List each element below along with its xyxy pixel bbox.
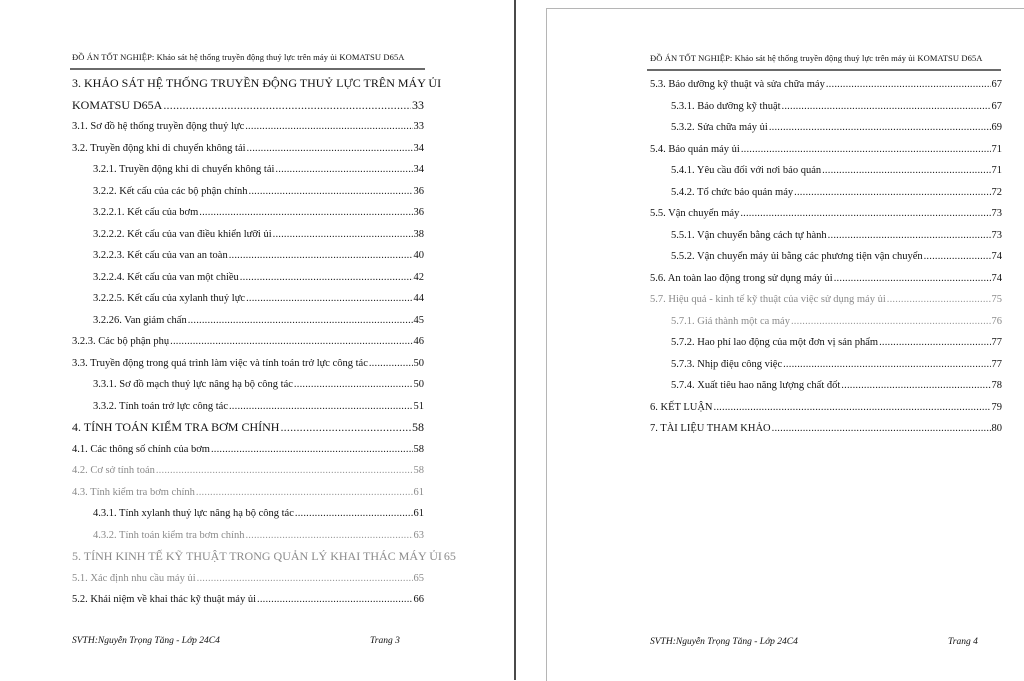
toc-entry-title: 7. TÀI LIỆU THAM KHẢO — [650, 423, 771, 434]
toc-entry-title: 5.7.4. Xuất tiêu hao năng lượng chất đốt — [671, 380, 841, 391]
toc-entry — [650, 225, 1002, 247]
toc-dot-leader — [879, 332, 990, 354]
toc-dot-leader — [229, 245, 413, 267]
toc-entry — [72, 116, 424, 138]
toc-entry-title: 3.2.3. Các bộ phận phụ — [72, 336, 170, 347]
toc-entry-page: 74 — [991, 272, 1002, 284]
toc-dot-leader — [240, 267, 413, 289]
toc-entry-title: 5. TÍNH KINH TẾ KỸ THUẬT TRONG QUẢN LÝ KHAI THÁC MÁY ỦI — [72, 549, 442, 563]
toc-entry-page: 73 — [991, 208, 1002, 219]
toc-entry — [72, 159, 424, 181]
toc-entry — [72, 245, 424, 267]
toc-entry-title: 3.3.1. Sơ đồ mạch thuỷ lực nâng hạ bộ công tác — [93, 379, 293, 390]
toc-entry-title: 5.7. Hiệu quả - kinh tế kỹ thuật của việc sử dụng máy ủi — [650, 294, 886, 305]
toc-entry-title: 3.2.1. Truyền động khi di chuyển không tải — [93, 164, 275, 175]
toc-dot-leader — [170, 331, 412, 353]
toc-entry-page: 36 — [413, 207, 424, 218]
toc-entry-page: 58 — [412, 420, 424, 434]
toc-entry — [72, 374, 424, 396]
toc-entry — [650, 246, 1002, 268]
page-separator — [514, 0, 548, 680]
page-footer-author: SVTH:Nguyễn Trọng Tăng - Lớp 24C4 — [72, 636, 220, 646]
toc-entry — [650, 332, 1002, 354]
toc-entry — [72, 73, 442, 95]
toc-entry-page: 72 — [991, 186, 1002, 198]
toc-entry-page: 71 — [991, 165, 1002, 176]
toc-entry — [72, 267, 424, 289]
toc-entry — [72, 353, 424, 375]
toc-entry — [650, 74, 1002, 96]
toc-entry-title: 5.5.1. Vận chuyển bằng cách tự hành — [671, 229, 827, 241]
toc-entry-title: 3.2.2.3. Kết cấu của van an toàn — [93, 250, 228, 261]
toc-dot-leader — [199, 202, 412, 224]
toc-entry-title: 3.1. Sơ đồ hệ thống truyền động thuỷ lực — [72, 121, 245, 132]
toc-entry-page: 61 — [413, 508, 424, 519]
toc-entry-title: 5.7.2. Hao phí lao động của một đơn vị sản phẩm — [671, 337, 879, 348]
toc-entry — [72, 546, 456, 568]
toc-dot-leader — [782, 96, 991, 118]
toc-entry-title: 6. KẾT LUẬN — [650, 401, 713, 413]
toc-entry-page: 63 — [413, 529, 424, 541]
toc-entry-title: 3.2.26. Van giảm chấn — [93, 314, 187, 326]
toc-dot-leader — [188, 310, 413, 332]
toc-entry-page: 46 — [413, 336, 424, 347]
toc-entry-page: 45 — [413, 314, 424, 326]
toc-entry — [650, 289, 1002, 311]
toc-entry — [72, 138, 424, 160]
toc-entry-page: 78 — [991, 380, 1002, 391]
toc-entry-title: 4.3. Tính kiểm tra bơm chính — [72, 486, 195, 498]
toc-entry-title: 5.4.1. Yêu cầu đối với nơi bảo quản — [671, 165, 822, 176]
toc-entry-title: 3.2.2.4. Kết cấu của van một chiều — [93, 271, 239, 283]
toc-entry-page: 34 — [413, 142, 424, 154]
toc-entry — [650, 354, 1002, 376]
toc-dot-leader — [245, 525, 412, 547]
toc-entry-title: 4.2. Cơ sở tính toán — [72, 465, 155, 476]
toc-entry-title: 4.3.2. Tính toán kiểm tra bơm chính — [93, 529, 245, 541]
toc-dot-leader — [769, 117, 991, 139]
toc-entry-title: 5.4.2. Tổ chức bảo quản máy — [671, 186, 794, 198]
toc-entry-page: 58 — [413, 465, 424, 476]
toc-entry-title: KOMATSU D65A — [72, 97, 163, 112]
toc-entry-title: 5.3. Bảo dưỡng kỹ thuật và sửa chữa máy — [650, 79, 825, 90]
toc-dot-leader — [245, 116, 412, 138]
toc-dot-leader — [822, 160, 990, 182]
toc-entry-page: 58 — [413, 443, 424, 455]
toc-entry — [72, 224, 424, 246]
toc-entry-title: 3. KHẢO SÁT HỆ THỐNG TRUYỀN ĐỘNG THUỶ LỰC TRÊN MÁY ỦI — [72, 76, 442, 90]
toc-entry-title: 5.5. Vận chuyển máy — [650, 208, 740, 219]
toc-entry-page: 69 — [991, 122, 1002, 133]
toc-entry — [72, 589, 424, 611]
toc-entry-title: 3.3.2. Tính toán trở lực công tác — [93, 400, 228, 412]
toc-dot-leader — [163, 95, 411, 117]
toc-entry-page: 67 — [991, 79, 1002, 90]
toc-entry-page: 76 — [991, 315, 1002, 327]
toc-dot-leader — [273, 224, 413, 246]
toc-entry-page: 66 — [413, 594, 424, 605]
toc-entry-page: 80 — [991, 423, 1002, 434]
document-page-4 — [546, 8, 1024, 681]
toc-entry-page: 44 — [413, 293, 424, 304]
toc-entry — [72, 525, 424, 547]
toc-entry — [650, 139, 1002, 161]
page-header: ĐỒ ÁN TỐT NGHIỆP: Khảo sát hệ thống truyền động thuỷ lực trên máy ủi KOMATSU D65A — [650, 53, 983, 63]
toc-entry-page: 36 — [413, 185, 424, 197]
toc-entry — [650, 160, 1002, 182]
header-divider — [70, 68, 425, 70]
toc-entry — [650, 96, 1002, 118]
toc-dot-leader — [197, 568, 413, 590]
toc-dot-leader — [229, 396, 413, 418]
toc-entry-title: 4.3.1. Tính xylanh thuỷ lực nâng hạ bộ công tác — [93, 508, 294, 519]
toc-entry — [72, 331, 424, 353]
toc-entry-title: 5.7.1. Giá thành một ca máy — [671, 315, 790, 327]
toc-entry-page: 75 — [991, 294, 1002, 305]
toc-dot-leader — [275, 159, 412, 181]
toc-entry-title: 5.5.2. Vận chuyển máy ủi bằng các phương tiện vận chuyển — [671, 251, 923, 262]
toc-entry-page: 61 — [413, 486, 424, 498]
toc-dot-leader — [924, 246, 991, 268]
toc-entry-page: 73 — [991, 229, 1002, 241]
toc-entry-title: 3.2.2.5. Kết cấu của xylanh thuỷ lực — [93, 293, 246, 304]
toc-entry — [72, 439, 424, 461]
toc-entry-title: 5.3.2. Sửa chữa máy ủi — [671, 122, 768, 133]
toc-entry — [650, 375, 1002, 397]
toc-dot-leader — [249, 181, 413, 203]
toc-dot-leader — [887, 289, 991, 311]
toc-entry-title: 4.1. Các thông số chính của bơm — [72, 443, 210, 455]
toc-dot-leader — [772, 418, 991, 440]
toc-entry — [72, 417, 424, 439]
toc-entry — [72, 482, 424, 504]
toc-entry-title: 5.2. Khái niệm về khai thác kỹ thuật máy ủi — [72, 594, 256, 605]
toc-dot-leader — [834, 268, 991, 290]
page-footer-number: Trang 4 — [948, 637, 978, 647]
page-footer-number: Trang 3 — [370, 636, 400, 646]
toc-entry-page: 77 — [991, 337, 1002, 348]
toc-entry-title: 3.2.2. Kết cấu của các bộ phận chính — [93, 185, 248, 197]
toc-entry-page: 79 — [991, 401, 1002, 413]
toc-entry-page: 50 — [413, 357, 424, 369]
toc-entry — [650, 268, 1002, 290]
toc-dot-leader — [740, 203, 990, 225]
toc-dot-leader — [294, 374, 413, 396]
header-divider — [647, 69, 1001, 71]
toc-entry-page: 74 — [991, 251, 1002, 262]
page-header: ĐỒ ÁN TỐT NGHIỆP: Khảo sát hệ thống truyền động thuỷ lực trên máy ủi KOMATSU D65A — [72, 52, 405, 62]
toc-entry — [72, 202, 424, 224]
toc-entry — [72, 503, 424, 525]
toc-entry — [650, 311, 1002, 333]
toc-entry — [650, 397, 1002, 419]
toc-dot-leader — [280, 417, 411, 439]
toc-entry-title: 5.6. An toàn lao động trong sử dụng máy ủi — [650, 272, 833, 284]
toc-entry-page: 65 — [413, 572, 424, 584]
toc-entry-page: 51 — [413, 400, 424, 412]
toc-dot-leader — [783, 354, 990, 376]
toc-entry-title: 5.1. Xác định nhu cầu máy ủi — [72, 572, 196, 584]
toc-dot-leader — [841, 375, 990, 397]
toc-entry-page: 38 — [413, 228, 424, 240]
toc-entry — [72, 181, 424, 203]
toc-entry-page: 42 — [413, 271, 424, 283]
toc-dot-leader — [794, 182, 990, 204]
toc-entry-page: 77 — [991, 358, 1002, 370]
toc-dot-leader — [211, 439, 413, 461]
toc-entry — [650, 203, 1002, 225]
toc-dot-leader — [247, 138, 413, 160]
toc-dot-leader — [741, 139, 991, 161]
toc-dot-leader — [714, 397, 991, 419]
toc-dot-leader — [295, 503, 413, 525]
toc-entry-page: 67 — [991, 100, 1002, 112]
toc-entry-title: 3.2.2.1. Kết cấu của bơm — [93, 207, 199, 218]
toc-dot-leader — [196, 482, 413, 504]
toc-entry-title: 3.3. Truyền động trong quá trình làm việc và tính toán trở lực công tác — [72, 357, 368, 369]
toc-entry — [72, 310, 424, 332]
toc-entry — [72, 460, 424, 482]
toc-entry-page: 40 — [413, 250, 424, 261]
toc-entry-title: 4. TÍNH TOÁN KIỂM TRA BƠM CHÍNH — [72, 420, 280, 434]
toc-entry — [72, 95, 424, 117]
page-footer-author: SVTH:Nguyễn Trọng Tăng - Lớp 24C4 — [650, 637, 798, 647]
toc-entry-page: 65 — [443, 549, 456, 563]
toc-dot-leader — [791, 311, 991, 333]
table-of-contents — [72, 73, 456, 611]
toc-entry — [72, 288, 424, 310]
toc-entry — [650, 418, 1002, 440]
toc-dot-leader — [828, 225, 991, 247]
toc-dot-leader — [826, 74, 991, 96]
toc-entry-page: 34 — [413, 164, 424, 175]
toc-entry-title: 3.2.2.2. Kết cấu của van điều khiển lưỡi ủi — [93, 228, 272, 240]
toc-dot-leader — [156, 460, 413, 482]
toc-entry-page: 50 — [413, 379, 424, 390]
toc-entry-page: 71 — [991, 143, 1002, 155]
toc-entry-title: 5.3.1. Bảo dưỡng kỹ thuật — [671, 100, 781, 112]
toc-entry — [650, 117, 1002, 139]
toc-dot-leader — [246, 288, 412, 310]
toc-entry-title: 3.2. Truyền động khi di chuyển không tải — [72, 142, 246, 154]
toc-entry-page: 33 — [412, 97, 424, 112]
toc-entry-page: 33 — [413, 121, 424, 132]
toc-entry-title: 5.4. Bảo quản máy ủi — [650, 143, 740, 155]
toc-entry — [650, 182, 1002, 204]
toc-dot-leader — [257, 589, 413, 611]
toc-entry — [72, 396, 424, 418]
toc-entry — [72, 568, 424, 590]
table-of-contents — [650, 74, 1002, 440]
toc-entry-title: 5.7.3. Nhịp điệu công việc — [671, 358, 783, 370]
toc-dot-leader — [369, 353, 413, 375]
